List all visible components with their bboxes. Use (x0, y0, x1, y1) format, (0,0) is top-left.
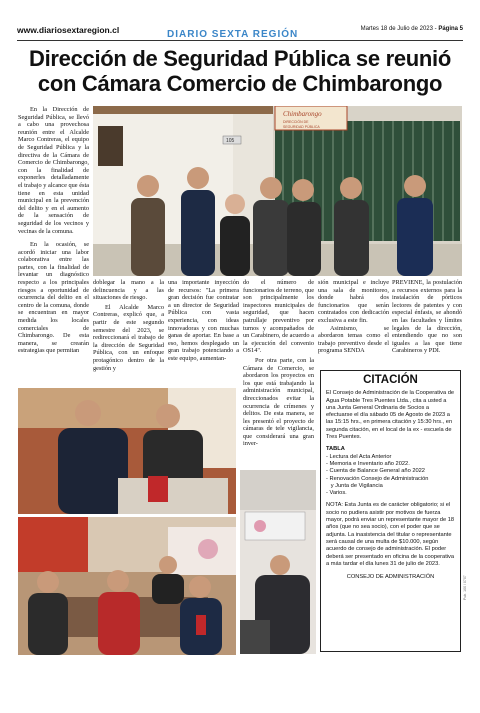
agenda-item: - Varios. (326, 490, 347, 497)
headline-line-1: Dirección de Seguridad Pública se reunió (28, 46, 451, 71)
article-column-2 (93, 279, 164, 372)
paragraph: doblegar la mano a la delincuencia y a las situaciones de riesgo. (93, 279, 164, 302)
page-header (17, 25, 463, 39)
sign-security: SEGURIDAD PÚBLICA (283, 125, 320, 129)
agenda-title: TABLA (326, 446, 345, 453)
article-column-6 (392, 279, 462, 355)
page-number: Página 5 (438, 26, 463, 32)
paragraph: sión municipal e incluye una sala de monitoreo, donde habrá dos funcionarios que serán contratados con dedicación exclusiva a este fin. (318, 279, 389, 324)
building-number: 105 (226, 138, 235, 144)
agenda-item: - Memoria e Inventario año 2022. (326, 460, 410, 467)
paragraph: En la ocasión, se acordó iniciar una labor colaborativa entre las partes, con la finalidad de levantar un diagnóstico respecto a los principales riesgos a oportunidad de ocurrencia del delito en el centro de la comuna, donde se encuentran en mayor medida los locales comerciales de Chimbarongo. De esta manera, se crearán estrategias que permitan (18, 241, 89, 355)
headline (16, 46, 464, 96)
header-rule (17, 40, 463, 41)
meeting-photo-1-image (18, 388, 236, 514)
agenda-list (326, 454, 455, 498)
article-column-5 (318, 279, 389, 355)
meeting-photo-2 (18, 517, 236, 655)
citation-signature: CONSEJO DE ADMINISTRACIÓN (346, 574, 435, 581)
headline-line-2: con Cámara Comercio de Chimbarongo (37, 71, 443, 96)
paragraph: En la Dirección de Seguridad Pública, se llevó a cabo una provechosa reunión entre el Alcalde Marco Contreras, el equipo de Seguridad Pública y la directiva de la Cámara de Comercio de Chimbarongo, con la finalidad de exponerles detalladamente el trabajo y alcance que ésta tiene en esta unidad municipal en la prevención del delito y en el aumento de la sensación de seguridad de los vecinos y vecinas de la comuna. (18, 106, 89, 235)
agenda-item: y Junta de Vigilancia (326, 482, 383, 489)
meeting-photo-1 (18, 388, 236, 514)
publication-code: Pub. 100 / 0707 (463, 575, 467, 600)
main-photo (93, 106, 462, 276)
paragraph: Por otra parte, con la Cámara de Comercio, se abordaron los proyectos en los que está trabajando la administración municipal, direccionados evitar la ocurrencia de crímenes y delitos. De esta manera, se les presentó el proyecto de cámaras de tele vigilancia, que considerará una gran inver- (243, 356, 314, 448)
meeting-photo-3 (240, 470, 316, 654)
paragraph: do el número de funcionarios de terreno, que son principalmente los inspectores municipales de seguridad, que hacen patrullaje preventivo por turnos y acompañados de un Carabinero, de acuerdo a la ejecución del convenio OS14". (243, 279, 314, 355)
agenda-item: - Lectura del Acta Anterior (326, 453, 392, 460)
article-column-3 (168, 279, 239, 363)
masthead: DIARIO SEXTA REGIÓN (167, 29, 299, 40)
citation-notice (320, 370, 461, 652)
citation-body: El Consejo de Administración de la Cooperativa de Agua Potable Tres Puentes Ltda., cita a usted a una Junta General Ordinaria de Socios a efectuarse el día sábado 05 de Agosto de 2023 a las 15:15 hrs., en primera citación y 15:30 hrs., en segunda citación, en el local de la ex - escuela de Tres Puentes. (326, 390, 455, 441)
sign-direction: DIRECCIÓN DE (283, 120, 309, 124)
group-photo-image (93, 106, 462, 276)
meeting-photo-3-image (240, 470, 316, 654)
article-column-4 (243, 279, 314, 448)
paragraph: El Alcalde Marco Contreras, explicó que, a partir de este segundo semestre del 2023, se redireccionará el trabajo de la dirección de Seguridad Pública, con un enfoque protagónico dentro de la gestión y (93, 303, 164, 372)
paragraph: Asimismo, se abordaron temas como el trabajo preventivo desde el programa SENDA (318, 324, 389, 355)
agenda-item: - Cuenta de Balance General año 2022 (326, 468, 425, 475)
paragraph: PREVIENE, la postulación a recursos externos para la instalación de pórticos lectores de patentes y con especial énfasis, se ahondó en las facultades y límites legales de la dirección, entendiendo que no son iguales a las que tiene Carabineros y PDI. (392, 279, 462, 355)
article-column-1 (18, 106, 89, 355)
site-url[interactable]: www.diariosextaregion.cl (17, 25, 120, 35)
meeting-photo-2-image (18, 517, 236, 655)
issue-date (361, 26, 463, 32)
sign-chamber: Chimbarongo (283, 110, 322, 118)
citation-title: CITACIÓN (363, 374, 418, 386)
agenda-item: - Renovación Consejo de Administración (326, 475, 429, 482)
paragraph: una importante inyección de recursos: "La primera gran decisión fue contratar a un director de Seguridad Pública con vasta experiencia, con ideas innovadoras y con muchas ganas de aportar. En base a eso, hemos desplegado un gran trabajo potenciando a este equipo, aumentan- (168, 279, 239, 362)
issue-date-text: Martes 18 de Julio de 2023 - (360, 26, 439, 32)
citation-note: NOTA: Esta Junta es de carácter obligatorio; si el socio no pudiera asistir por motivos de fuerza mayor, podrá enviar un representante mayor de 18 años (que no sea socio), con el poder que se adjunta. La inasistencia del titular o representante será causal de una multa de $10.000, según acuerdo de consejo de administración. El poder deberá ser presentado en oficina de la cooperativa a más tardar el día lunes 31 de julio de 2023. (326, 502, 455, 567)
